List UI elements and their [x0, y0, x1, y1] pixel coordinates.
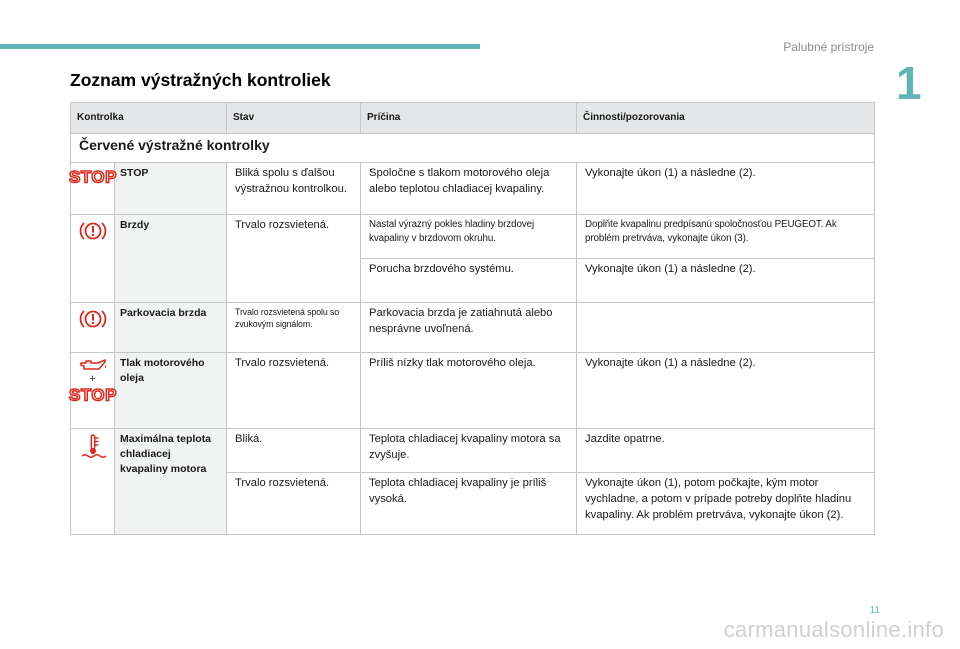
cause-cell: Spoločne s tlakom motorového oleja alebo teplotou chladiacej kvapaliny.: [361, 163, 577, 215]
table-header-row: [71, 103, 875, 134]
chapter-number: 1: [896, 57, 922, 109]
status-cell: Trvalo rozsvietená.: [227, 353, 361, 429]
page-number: 11: [869, 605, 880, 616]
table-row: [71, 303, 875, 353]
status-cell: Bliká spolu s ďalšou výstražnou kontrolkou.: [227, 163, 361, 215]
brake-warning-icon: [71, 215, 115, 303]
light-name: Tlak motorového oleja: [115, 353, 227, 429]
action-cell: Vykonajte úkon (1) a následne (2).: [577, 163, 875, 215]
section-label: Palubné prístroje: [783, 40, 874, 54]
table-row: [71, 215, 875, 259]
page-title: Zoznam výstražných kontroliek: [70, 70, 331, 90]
table-row: [71, 429, 875, 473]
status-cell: Trvalo rozsvietená.: [227, 215, 361, 303]
action-cell: Jazdite opatrne.: [577, 429, 875, 473]
svg-text:STOP: STOP: [69, 385, 117, 405]
light-name: Maximálna teplota chladiacej kvapaliny motora: [115, 429, 227, 535]
stop-icon: [71, 163, 115, 215]
column-header-light: Kontrolka: [71, 103, 227, 134]
column-header-status: Stav: [227, 103, 361, 134]
column-header-cause: Príčina: [361, 103, 577, 134]
plus-sign: +: [89, 373, 96, 385]
light-name: Brzdy: [115, 215, 227, 303]
action-cell: Vykonajte úkon (1) a následne (2).: [577, 353, 875, 429]
action-cell: Doplňte kvapalinu predpísanú spoločnosťou PEUGEOT. Ak problém pretrváva, vykonajte úkon (3).: [577, 215, 875, 259]
oil-can-icon: [78, 357, 108, 373]
light-name: Parkovacia brzda: [115, 303, 227, 353]
coolant-temperature-icon: [71, 429, 115, 535]
cause-cell: Parkovacia brzda je zatiahnutá alebo nesprávne uvoľnená.: [361, 303, 577, 353]
action-cell: Vykonajte úkon (1), potom počkajte, kým motor vychladne, a potom v prípade potreby doplňte hladinu kvapaliny. Ak problém pretrváva, vykonajte úkon (2).: [577, 473, 875, 535]
action-cell: Vykonajte úkon (1) a následne (2).: [577, 259, 875, 303]
cause-cell: Príliš nízky tlak motorového oleja.: [361, 353, 577, 429]
cause-cell: Teplota chladiacej kvapaliny motora sa zvyšuje.: [361, 429, 577, 473]
watermark-text: carmanualsonline.info: [723, 617, 944, 642]
category-row: [71, 134, 875, 163]
table-row: [71, 163, 875, 215]
category-title: Červené výstražné kontrolky: [71, 134, 875, 163]
table-row: [71, 353, 875, 429]
cause-cell: Teplota chladiacej kvapaliny je príliš vysoká.: [361, 473, 577, 535]
status-cell: Bliká.: [227, 429, 361, 473]
column-header-action: Činnosti/pozorovania: [577, 103, 875, 134]
status-cell: Trvalo rozsvietená.: [227, 473, 361, 535]
warning-lights-table: [70, 102, 875, 535]
cause-cell: Porucha brzdového systému.: [361, 259, 577, 303]
action-cell: [577, 303, 875, 353]
oil-stop-icon-group: [71, 353, 115, 429]
light-name: STOP: [115, 163, 227, 215]
svg-text:STOP: STOP: [69, 167, 117, 187]
status-cell: Trvalo rozsvietená spolu so zvukovým signálom.: [227, 303, 361, 353]
parking-brake-icon: [71, 303, 115, 353]
stop-icon: [69, 385, 117, 405]
cause-cell: Nastal výrazný pokles hladiny brzdovej kvapaliny v brzdovom okruhu.: [361, 215, 577, 259]
header-accent-bar: [0, 44, 480, 49]
